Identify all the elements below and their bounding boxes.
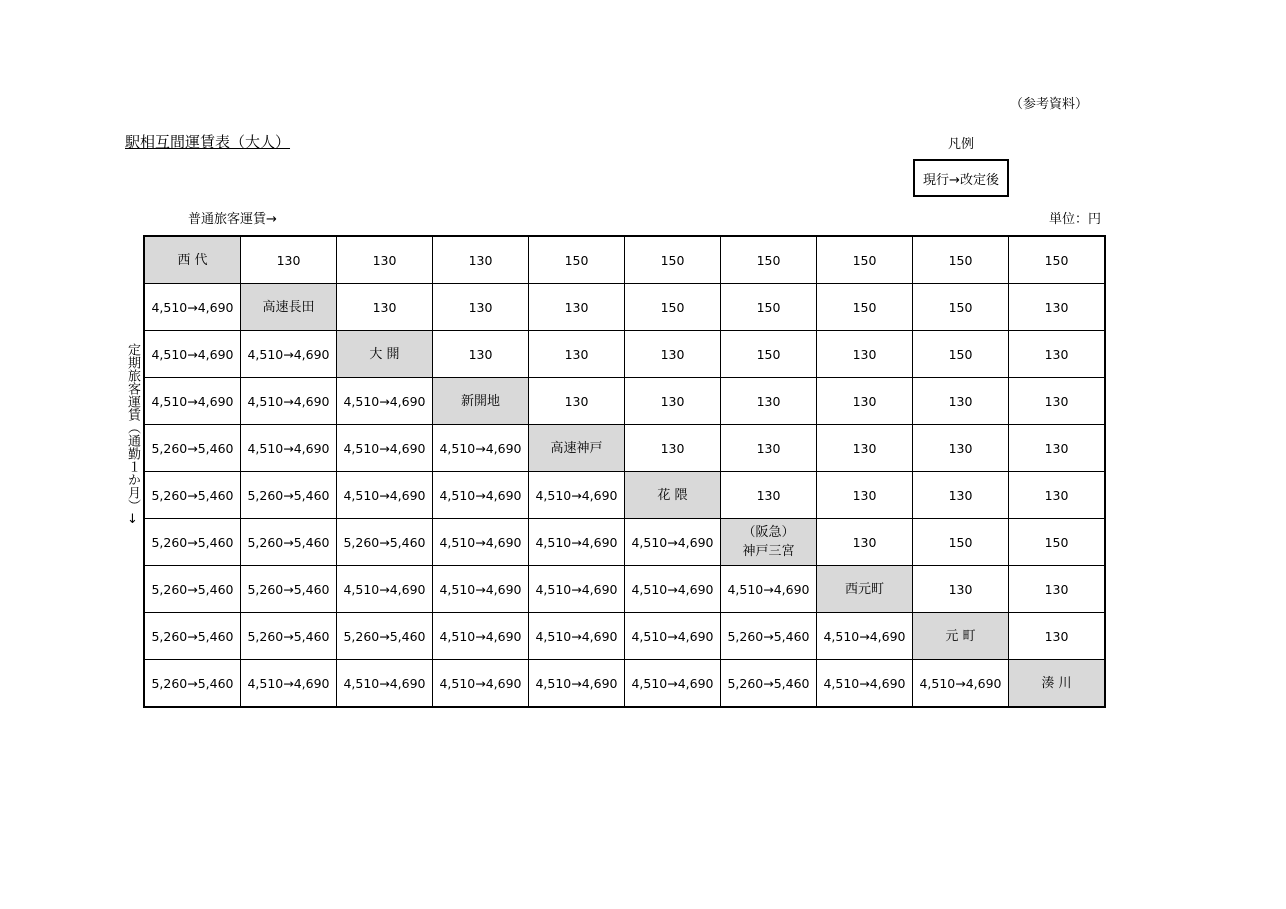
station-name: 高速神戸 [550, 440, 603, 456]
commuter-fare-cell: 4,510→4,690 [337, 378, 433, 425]
commuter-fare-cell: 4,510→4,690 [433, 613, 529, 660]
ordinary-fare-cell: 130 [529, 284, 625, 331]
ordinary-fare-cell: 130 [1009, 331, 1106, 378]
legend-label: 凡例 [948, 137, 975, 152]
ordinary-fare-cell: 130 [817, 519, 913, 566]
station-cell [913, 613, 1009, 660]
ordinary-fare-cell: 150 [1009, 236, 1106, 284]
ordinary-fare-cell: 130 [529, 378, 625, 425]
commuter-fare-cell: 4,510→4,690 [913, 660, 1009, 708]
table-row [144, 425, 1105, 472]
commuter-fare-cell: 5,260→5,460 [144, 660, 241, 708]
ordinary-fare-cell: 130 [913, 566, 1009, 613]
ordinary-fare-cell: 130 [817, 378, 913, 425]
station-name: 花 隈 [657, 487, 688, 503]
ordinary-fare-cell: 150 [1009, 519, 1106, 566]
commuter-fare-cell: 5,260→5,460 [337, 519, 433, 566]
table-row [144, 331, 1105, 378]
commuter-fare-cell: 4,510→4,690 [529, 472, 625, 519]
commuter-fare-cell: 4,510→4,690 [241, 660, 337, 708]
commuter-fare-cell: 4,510→4,690 [241, 378, 337, 425]
commuter-fare-cell: 5,260→5,460 [144, 566, 241, 613]
ordinary-fare-cell: 150 [913, 284, 1009, 331]
ordinary-fare-cell: 150 [721, 331, 817, 378]
ordinary-fare-cell: 150 [913, 236, 1009, 284]
document-title: 駅相互間運賃表（大人） [125, 133, 291, 151]
station-cell [817, 566, 913, 613]
commuter-fare-cell: 4,510→4,690 [433, 425, 529, 472]
ordinary-fare-cell: 130 [1009, 472, 1106, 519]
station-name: 湊 川 [1041, 675, 1072, 691]
commuter-fare-cell: 4,510→4,690 [433, 472, 529, 519]
ordinary-fare-cell: 130 [625, 425, 721, 472]
ordinary-fare-cell: 130 [529, 331, 625, 378]
ordinary-fare-cell: 130 [337, 284, 433, 331]
commuter-fare-cell: 5,260→5,460 [337, 613, 433, 660]
ordinary-fare-cell: 150 [625, 236, 721, 284]
ordinary-fare-cell: 130 [721, 378, 817, 425]
commuter-fare-cell: 4,510→4,690 [625, 566, 721, 613]
ordinary-fare-cell: 150 [721, 284, 817, 331]
commuter-fare-cell: 4,510→4,690 [337, 566, 433, 613]
commuter-fare-cell: 4,510→4,690 [337, 472, 433, 519]
commuter-fare-cell: 4,510→4,690 [529, 660, 625, 708]
commuter-fare-cell: 5,260→5,460 [241, 472, 337, 519]
ordinary-fare-cell: 150 [529, 236, 625, 284]
commuter-fare-cell: 4,510→4,690 [625, 519, 721, 566]
commuter-fare-cell: 4,510→4,690 [433, 519, 529, 566]
station-cell [721, 519, 817, 566]
ordinary-fare-cell: 130 [913, 425, 1009, 472]
commuter-fare-cell: 4,510→4,690 [433, 566, 529, 613]
table-row [144, 660, 1105, 708]
legend-box [913, 159, 1009, 197]
ordinary-fare-cell: 130 [433, 236, 529, 284]
station-name: 西 代 [177, 252, 208, 268]
station-name: 元 町 [945, 628, 976, 644]
ordinary-fare-label: 普通旅客運賃→ [188, 212, 277, 227]
commuter-fare-cell: 4,510→4,690 [625, 660, 721, 708]
station-cell [1009, 660, 1106, 708]
ordinary-fare-cell: 130 [241, 236, 337, 284]
commuter-fare-cell: 5,260→5,460 [241, 613, 337, 660]
ordinary-fare-cell: 130 [625, 378, 721, 425]
station-cell [241, 284, 337, 331]
station-name: 西元町 [844, 581, 884, 597]
table-row [144, 236, 1105, 284]
commuter-fare-cell: 5,260→5,460 [241, 519, 337, 566]
commuter-fare-cell: 4,510→4,690 [721, 566, 817, 613]
reference-note: （参考資料） [1010, 97, 1089, 112]
commuter-fare-cell: 4,510→4,690 [241, 425, 337, 472]
commuter-fare-cell: 5,260→5,460 [144, 519, 241, 566]
ordinary-fare-cell: 130 [1009, 613, 1106, 660]
ordinary-fare-cell: 150 [913, 331, 1009, 378]
ordinary-fare-cell: 130 [817, 331, 913, 378]
unit-label: 単位：円 [1049, 212, 1102, 227]
legend-example: 現行→改定後 [923, 172, 999, 188]
station-name: 高速長田 [262, 299, 315, 315]
commuter-pass-fare-label: 定期旅客運賃（通勤１か月）↓ [125, 343, 140, 527]
ordinary-fare-cell: 150 [625, 284, 721, 331]
ordinary-fare-cell: 130 [433, 284, 529, 331]
ordinary-fare-cell: 130 [721, 425, 817, 472]
commuter-fare-cell: 4,510→4,690 [337, 425, 433, 472]
ordinary-fare-cell: 150 [721, 236, 817, 284]
commuter-fare-cell: 4,510→4,690 [337, 660, 433, 708]
station-cell [144, 236, 241, 284]
commuter-fare-cell: 4,510→4,690 [529, 613, 625, 660]
ordinary-fare-cell: 150 [817, 284, 913, 331]
commuter-fare-cell: 4,510→4,690 [433, 660, 529, 708]
commuter-fare-cell: 4,510→4,690 [144, 378, 241, 425]
ordinary-fare-cell: 130 [1009, 378, 1106, 425]
commuter-fare-cell: 4,510→4,690 [625, 613, 721, 660]
station-cell [433, 378, 529, 425]
commuter-fare-cell: 5,260→5,460 [144, 425, 241, 472]
commuter-fare-cell: 4,510→4,690 [241, 331, 337, 378]
table-row [144, 613, 1105, 660]
table-row [144, 378, 1105, 425]
ordinary-fare-cell: 130 [817, 425, 913, 472]
ordinary-fare-cell: 130 [913, 472, 1009, 519]
commuter-fare-cell: 5,260→5,460 [721, 660, 817, 708]
ordinary-fare-cell: 130 [721, 472, 817, 519]
table-row [144, 284, 1105, 331]
ordinary-fare-cell: 130 [1009, 566, 1106, 613]
table-row [144, 519, 1105, 566]
ordinary-fare-cell: 130 [1009, 284, 1106, 331]
commuter-fare-cell: 5,260→5,460 [144, 472, 241, 519]
table-row [144, 566, 1105, 613]
commuter-fare-cell: 4,510→4,690 [144, 331, 241, 378]
ordinary-fare-cell: 150 [817, 236, 913, 284]
commuter-fare-cell: 5,260→5,460 [144, 613, 241, 660]
commuter-fare-cell: 4,510→4,690 [529, 566, 625, 613]
ordinary-fare-cell: 130 [433, 331, 529, 378]
table-row [144, 472, 1105, 519]
ordinary-fare-cell: 150 [913, 519, 1009, 566]
ordinary-fare-cell: 130 [625, 331, 721, 378]
station-name: （阪急） 神戸三宮 [742, 525, 795, 559]
station-name: 新開地 [460, 393, 500, 409]
commuter-fare-cell: 5,260→5,460 [721, 613, 817, 660]
ordinary-fare-cell: 130 [1009, 425, 1106, 472]
station-cell [625, 472, 721, 519]
commuter-fare-cell: 4,510→4,690 [817, 613, 913, 660]
ordinary-fare-cell: 130 [337, 236, 433, 284]
commuter-fare-cell: 5,260→5,460 [241, 566, 337, 613]
station-cell [337, 331, 433, 378]
commuter-fare-cell: 4,510→4,690 [144, 284, 241, 331]
commuter-fare-cell: 4,510→4,690 [529, 519, 625, 566]
ordinary-fare-cell: 130 [817, 472, 913, 519]
ordinary-fare-cell: 130 [913, 378, 1009, 425]
station-name: 大 開 [369, 346, 400, 362]
commuter-fare-cell: 4,510→4,690 [817, 660, 913, 708]
station-cell [529, 425, 625, 472]
fare-table [143, 235, 1106, 708]
